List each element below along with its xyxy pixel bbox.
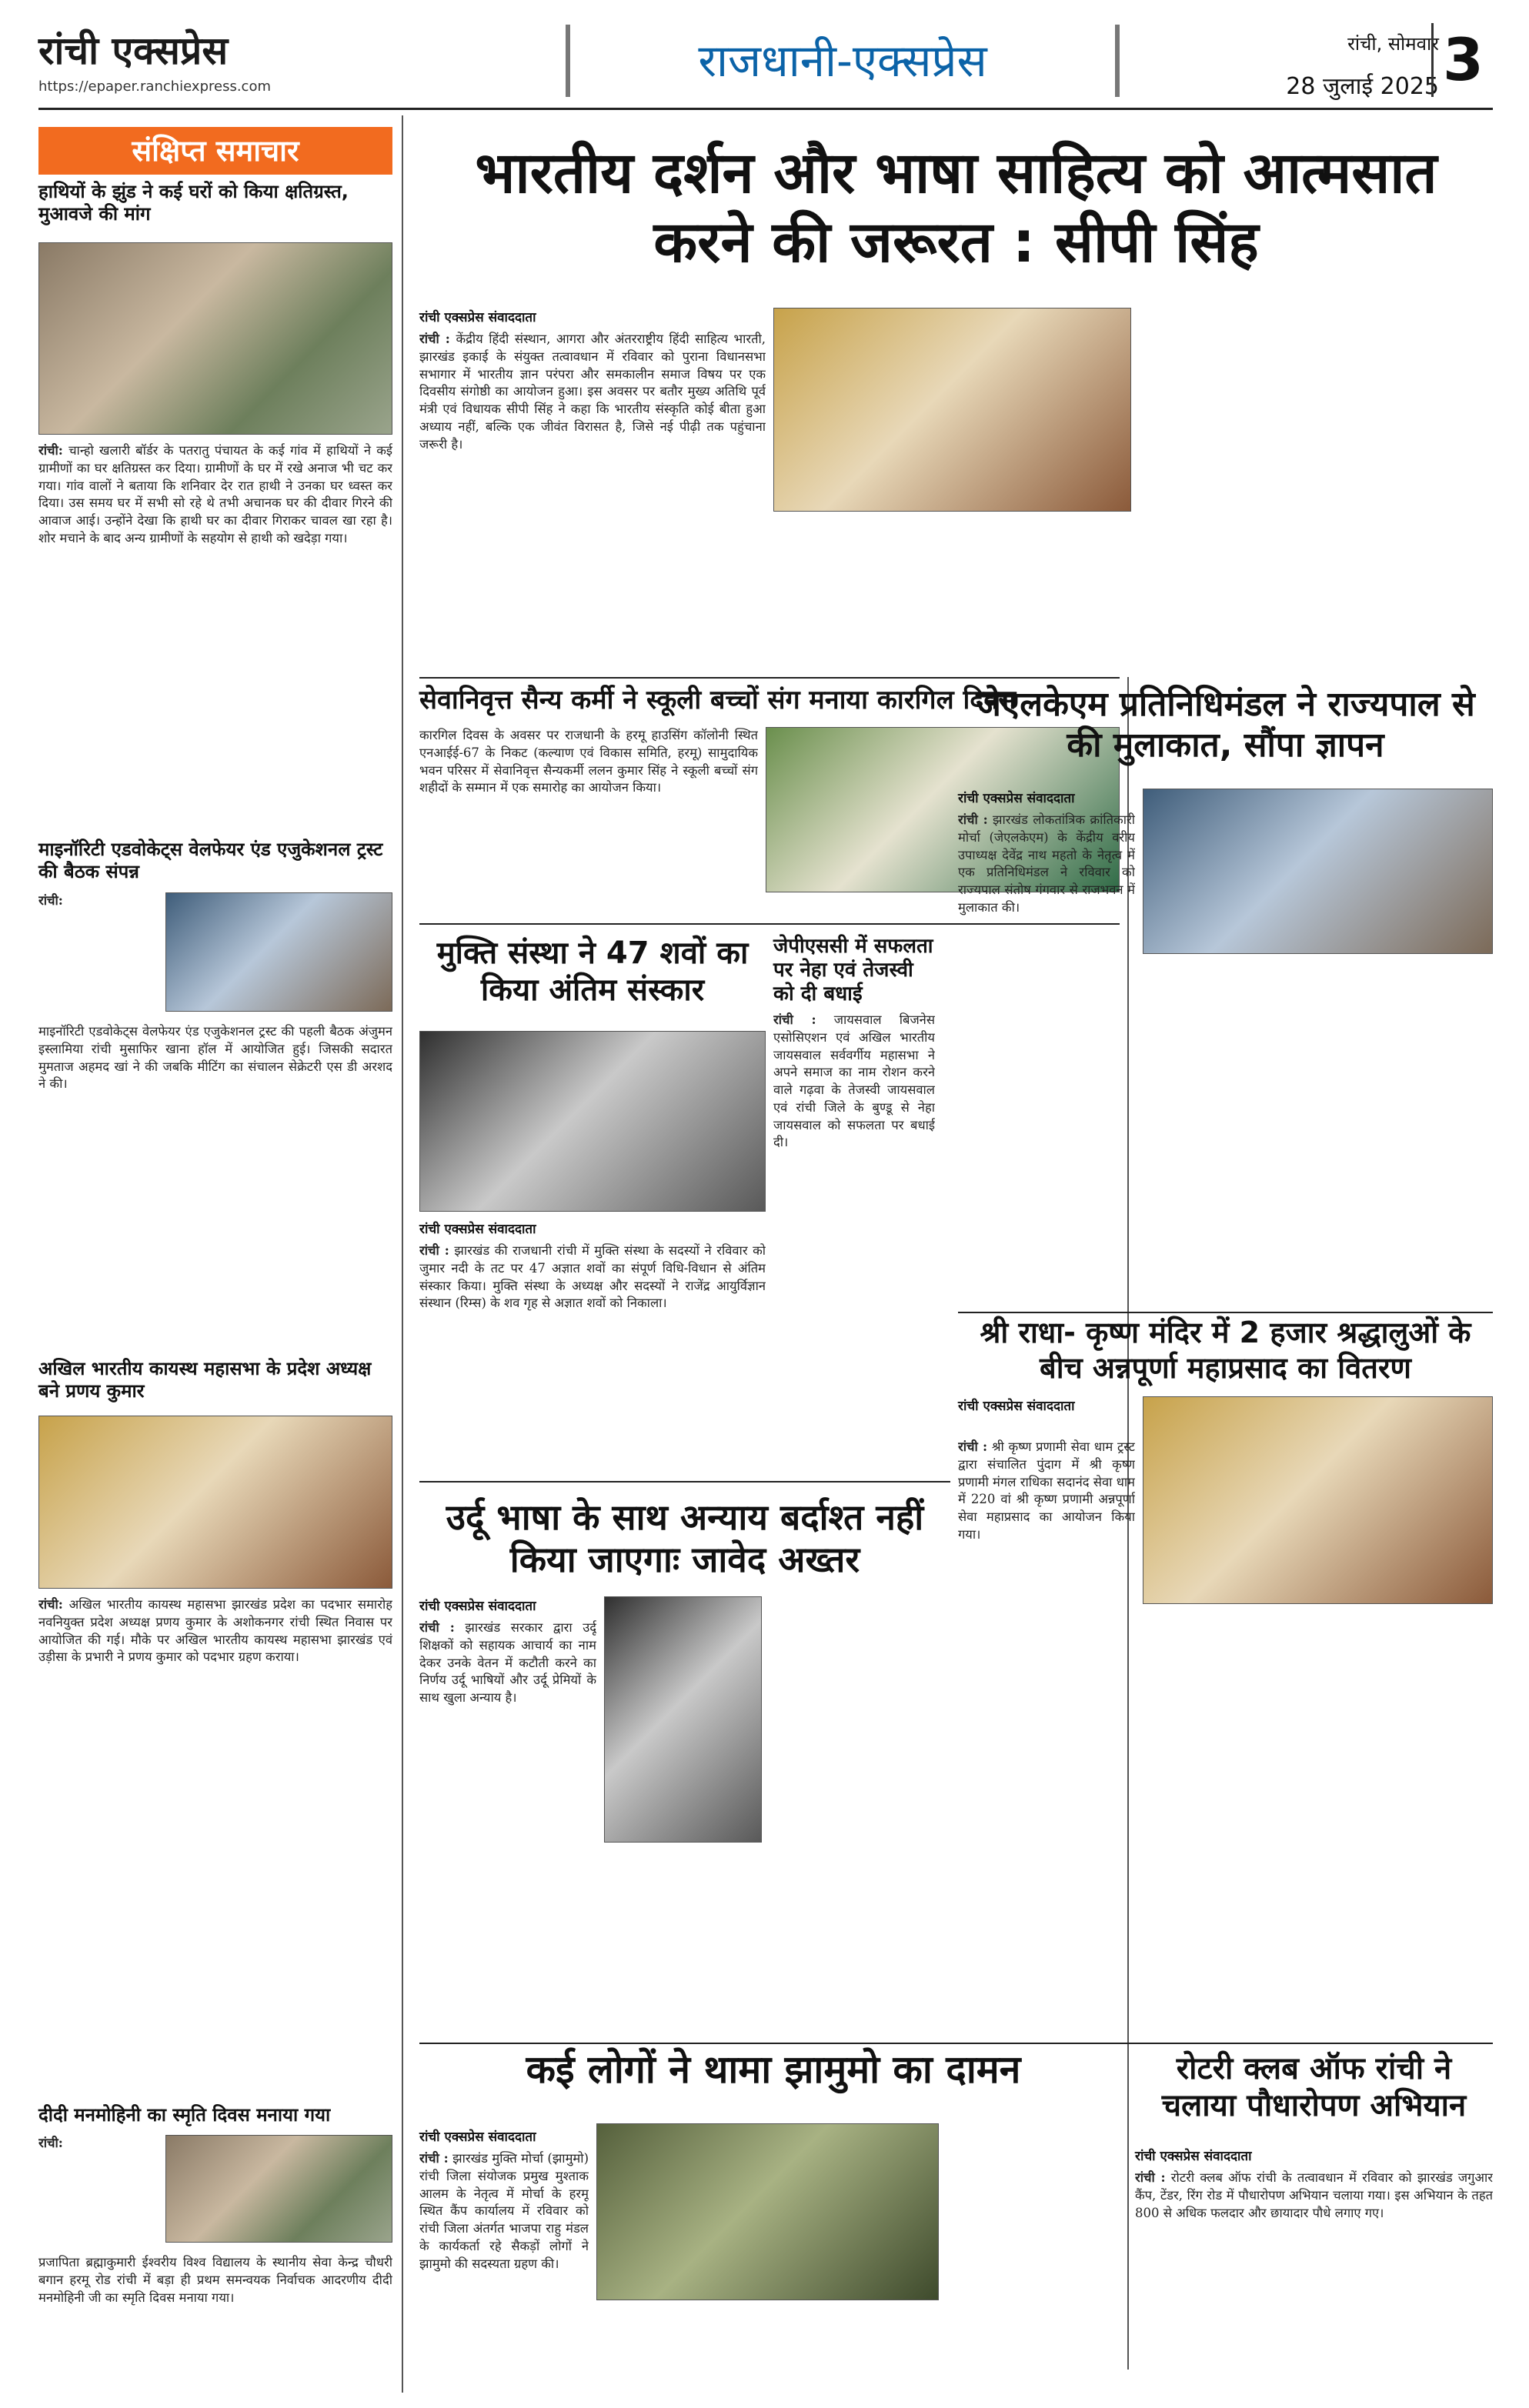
column-divider: [402, 115, 403, 2393]
jpsc-headline[interactable]: जेपीएससी में सफलता पर नेहा एवं तेजस्वी को दी बधाई: [773, 935, 933, 1006]
urdu-body-3: [770, 1596, 950, 2027]
masthead-rule: [38, 108, 1493, 110]
story-text: झारखंड की राजधानी रांची में मुक्ति संस्था के सदस्यों ने रविवार को जुमार नदी के तट पर 47 अज्ञात शवों का संपूर्ण विधि-विधान से अंतिम संस्कार किया। मुक्ति संस्था के अध्यक्ष और सदस्यों ने राजेंद्र आयुर्विज्ञान संस्थान (रिम्स) के शव गृह से अज्ञात शवों को निकाला।: [419, 1243, 766, 1311]
sidebar-story-1-body: [38, 442, 392, 827]
jmm-body-2: [596, 2308, 939, 2393]
mukti-byline: रांची एक्सप्रेस संवाददाता: [419, 1222, 536, 1237]
story-text: जायसवाल बिजनेस एसोसिएशन एवं अखिल भारतीय जायसवाल सर्ववर्गीय महासभा ने अपने समाज का नाम रोशन करने वाले गढ़वा के तेजस्वी जायसवाल एवं रांची जिले के बुण्डू से नेहा जायसवाल को सफलता पर बधाई दी।: [773, 1012, 935, 1150]
city-day: रांची, सोमवार: [1347, 33, 1439, 55]
krishna-body: [958, 1439, 1135, 2035]
jmm-photo: [596, 2123, 939, 2300]
sidebar-story-3-photo: [38, 1416, 392, 1589]
sidebar-story-4-body-a: [38, 2135, 162, 2250]
sidebar-story-2-title[interactable]: माइनॉरिटी एडवोकेट्स वेलफेयर एंड एजुकेशनल ट्रस्ट की बैठक संपन्न: [38, 839, 383, 882]
story-text: झारखंड मुक्ति मोर्चा (झामुमो) रांची जिला संयोजक प्रमुख मुश्ताक आलम के नेतृत्व में मोर्चा के हरमू स्थित कैंप कार्यालय में रविवार को रांची जिला अंतर्गत भाजपा राहु मंडल के कार्यकर्ता रहे सैकड़ों लोगों ने झामुमो की सदस्यता ग्रहण की।: [419, 2151, 589, 2271]
jlkm-body: [958, 812, 1135, 1304]
dateline: रांची :: [1135, 2170, 1166, 2185]
kargil-body: [419, 727, 758, 916]
dateline: रांची :: [419, 1620, 455, 1635]
lead-headline[interactable]: भारतीय दर्शन और भाषा साहित्य को आत्मसात करने की जरूरत : सीपी सिंह: [475, 140, 1437, 276]
jlkm-body-2: [1143, 962, 1493, 1304]
jpsc-body: [773, 1012, 935, 1473]
sidebar-story-1-photo: [38, 242, 392, 435]
issue-date: 28 जुलाई 2025: [1286, 73, 1439, 100]
jmm-headline[interactable]: कई लोगों ने थामा झामुमो का दामन: [526, 2047, 1021, 2092]
section-rule: [419, 2043, 1493, 2044]
jlkm-byline: रांची एक्सप्रेस संवाददाता: [958, 791, 1075, 806]
dateline: रांची:: [38, 893, 63, 908]
story-text: झारखंड लोकतांत्रिक क्रांतिकारी मोर्चा (जेएलकेएम) के केंद्रीय वरीय उपाध्यक्ष देवेंद्र नाथ महतो के नेतृत्व में एक प्रतिनिधिमंडल ने रविवार को राज्यपाल संतोष गंगवार से राजभवन में मुलाकात की।: [958, 812, 1135, 915]
dateline: रांची :: [419, 1243, 449, 1258]
dateline: रांची :: [419, 2151, 449, 2166]
story-text: श्री कृष्ण प्रणामी सेवा धाम ट्रस्ट द्वारा संचालित पुंदाग में श्री कृष्ण प्रणामी मंगल राधिका सदानंद सेवा धाम में 220 वां श्री कृष्ण प्रणामी अन्नपूर्णा सेवा महाप्रसाद का आयोजन किया गया।: [958, 1439, 1135, 1542]
urdu-body-2: [604, 1850, 762, 2027]
krishna-headline[interactable]: श्री राधा- कृष्ण मंदिर में 2 हजार श्रद्धालुओं के बीच अन्नपूर्णा महाप्रसाद का वितरण: [980, 1316, 1471, 1385]
kargil-headline[interactable]: सेवानिवृत्त सैन्य कर्मी ने स्कूली बच्चों संग मनाया कारगिल दिवस: [419, 685, 1017, 715]
dateline: रांची :: [958, 1439, 988, 1454]
jlkm-headline[interactable]: जेएलकेएम प्रतिनिधिमंडल ने राज्यपाल से की मुलाकात, सौंपा ज्ञापन: [976, 685, 1475, 765]
sidebar-story-4-photo: [165, 2135, 392, 2243]
mukti-headline[interactable]: मुक्ति संस्था ने 47 शवों का किया अंतिम संस्कार: [436, 936, 749, 1008]
rotary-headline[interactable]: रोटरी क्लब ऑफ रांची ने चलाया पौधारोपण अभियान: [1161, 2051, 1467, 2123]
urdu-headline[interactable]: उर्दू भाषा के साथ अन्याय बर्दाश्त नहीं किया जाएगाः जावेद अख्तर: [446, 1496, 924, 1581]
section-title: राजधानी-एक्सप्रेस: [566, 25, 1120, 97]
rotary-body: [1135, 2170, 1493, 2393]
sidebar-story-3-body: [38, 1596, 392, 2096]
jmm-body: [419, 2150, 589, 2393]
newspaper-logo: रांची एक्सप्रेस: [38, 28, 229, 73]
sidebar-story-2-photo: [165, 892, 392, 1012]
lead-body-3: [1139, 308, 1493, 669]
mukti-body: [419, 1242, 766, 1473]
section-rule: [419, 677, 1120, 679]
mukti-photo: [419, 1031, 766, 1212]
urdu-byline: रांची एक्सप्रेस संवाददाता: [419, 1599, 536, 1614]
jlkm-photo: [1143, 789, 1493, 954]
jmm-body-3: [946, 2123, 1123, 2393]
page-number: 3: [1431, 23, 1493, 97]
lead-byline: रांची एक्सप्रेस संवाददाता: [419, 310, 536, 325]
story-text: केंद्रीय हिंदी संस्थान, आगरा और अंतरराष्ट्रीय हिंदी साहित्य भारती, झारखंड इकाई के संयुक्त तत्वावधान में रविवार को पुराना विधानसभा सभागार में भारतीय ज्ञान परंपरा और समकालीन समाज विषय पर एक दिवसीय संगोष्ठी का आयोजन हुआ। इस अवसर पर बतौर मुख्य अतिथि पूर्व मंत्री एवं विधायक सीपी सिंह ने कहा कि भारतीय संस्कृति कोई बीता हुआ अध्याय नहीं, बल्कि एक जीवंत विरासत है, जिसे नई पीढ़ी तक पहुंचाना जरूरी है।: [419, 332, 766, 452]
story-text: रोटरी क्लब ऑफ रांची के तत्वावधान में रविवार को झारखंड जगुआर कैंप, टेंडर, रिंग रोड में पौधारोपण अभियान चलाया गया। इस अभियान के तहत 800 से अधिक फलदार और छायादार पौधे लगाए गए।: [1135, 2170, 1493, 2220]
sidebar-story-4-title[interactable]: दीदी मनमोहिनी का स्मृति दिवस मनाया गया: [38, 2104, 331, 2126]
urdu-body: [419, 1619, 596, 2027]
dateline: रांची :: [419, 332, 450, 346]
sidebar-story-2-body: [38, 1023, 392, 1354]
sidebar-story-1-title[interactable]: हाथियों के झुंड ने कई घरों को किया क्षतिग्रस्त, मुआवजे की मांग: [38, 181, 349, 225]
krishna-byline: रांची एक्सप्रेस संवाददाता: [958, 1399, 1075, 1414]
dateline: रांची:: [38, 1597, 63, 1612]
urdu-photo: [604, 1596, 762, 1843]
story-text: अखिल भारतीय कायस्थ महासभा झारखंड प्रदेश का पदभार समारोह नवनियुक्त प्रदेश अध्यक्ष प्रणय कुमार के अशोकनगर रांची स्थित निवास पर आयोजित की गई। मौके पर अखिल भारतीय कायस्थ महासभा झारखंड एवं उड़ीसा के प्रभारी ने प्रणय कुमार को पदभार ग्रहण कराया।: [38, 1597, 392, 1665]
sidebar-story-2-body-a: [38, 892, 162, 1019]
dateline: रांची :: [958, 812, 988, 827]
lead-photo: [773, 308, 1131, 512]
story-text: कारगिल दिवस के अवसर पर राजधानी के हरमू हाउसिंग कॉलोनी स्थित एनआईई-67 के निकट (कल्याण एवं विकास समिति, हरमू) सामुदायिक भवन परिसर में सेवानिवृत्त सैन्यकर्मी ललन कुमार सिंह ने स्कूली बच्चों संग शहीदों के सम्मान में एक समारोह का आयोजन किया।: [419, 728, 758, 795]
lead-body: [419, 331, 766, 669]
krishna-photo: [1143, 1396, 1493, 1604]
section-rule: [958, 1312, 1493, 1313]
story-text: प्रजापिता ब्रह्माकुमारी ईश्वरीय विश्व विद्यालय के स्थानीय सेवा केन्द्र चौधरी बगान हरमू रोड रांची में बड़ा ही प्रथम समन्वयक निर्वाचक आदरणीय दीदी मनमोहिनी जी का स्मृति दिवस मनाया गया।: [38, 2255, 392, 2305]
dateline: रांची :: [773, 1012, 816, 1027]
epaper-url[interactable]: https://epaper.ranchiexpress.com: [38, 78, 272, 95]
dateline: रांची:: [38, 2136, 63, 2150]
section-rule: [419, 1481, 950, 1482]
story-text: झारखंड सरकार द्वारा उर्दू शिक्षकों को सहायक आचार्य का नाम देकर उनके वेतन में कटौती करने का निर्णय उर्दू भाषियों और उर्दू प्रेमियों के साथ खुला अन्याय है।: [419, 1620, 596, 1706]
sidebar-story-4-body: [38, 2254, 392, 2393]
jmm-byline: रांची एक्सप्रेस संवाददाता: [419, 2130, 536, 2145]
sidebar-story-3-title[interactable]: अखिल भारतीय कायस्थ महासभा के प्रदेश अध्यक्ष बने प्रणय कुमार: [38, 1358, 372, 1402]
dateline: रांची:: [38, 443, 63, 458]
story-text: माइनॉरिटी एडवोकेट्स वेलफेयर एंड एजुकेशनल ट्रस्ट की पहली बैठक अंजुमन इस्लामिया रांची मुसाफिर खाना हॉल में आयोजित हुई। जिसकी सदारत मुमताज अहमद खां ने की जबकि मीटिंग का संचालन सेक्रेटरी एस डी अरशद ने की।: [38, 1024, 392, 1092]
krishna-body-2: [1143, 1612, 1493, 2035]
story-text: चान्हो खलारी बॉर्डर के पतरातु पंचायत के कई गांव में हाथियों ने कई ग्रामीणों का घर क्षतिग्रस्त कर दिया। ग्रामीणों के घर में रखे अनाज भी चट कर गया। गांव वालों ने बताया कि शनिवार देर रात हाथी ने उनका घर ध्वस्त कर दिया। उस समय घर में सभी सो रहे थे तभी अचानक घर की दीवार गिरने की आवाज आई। उन्होंने देखा कि हाथी घर का दीवार गिराकर चावल खा रहा है। शोर मचाने के बाद अन्य ग्रामीणों के सहयोग से हाथी को खदेड़ा गया।: [38, 443, 392, 545]
sidebar-band: संक्षिप्त समाचार: [38, 127, 392, 175]
lead-body-2: [773, 519, 1131, 669]
rotary-byline: रांची एक्सप्रेस संवाददाता: [1135, 2149, 1252, 2164]
